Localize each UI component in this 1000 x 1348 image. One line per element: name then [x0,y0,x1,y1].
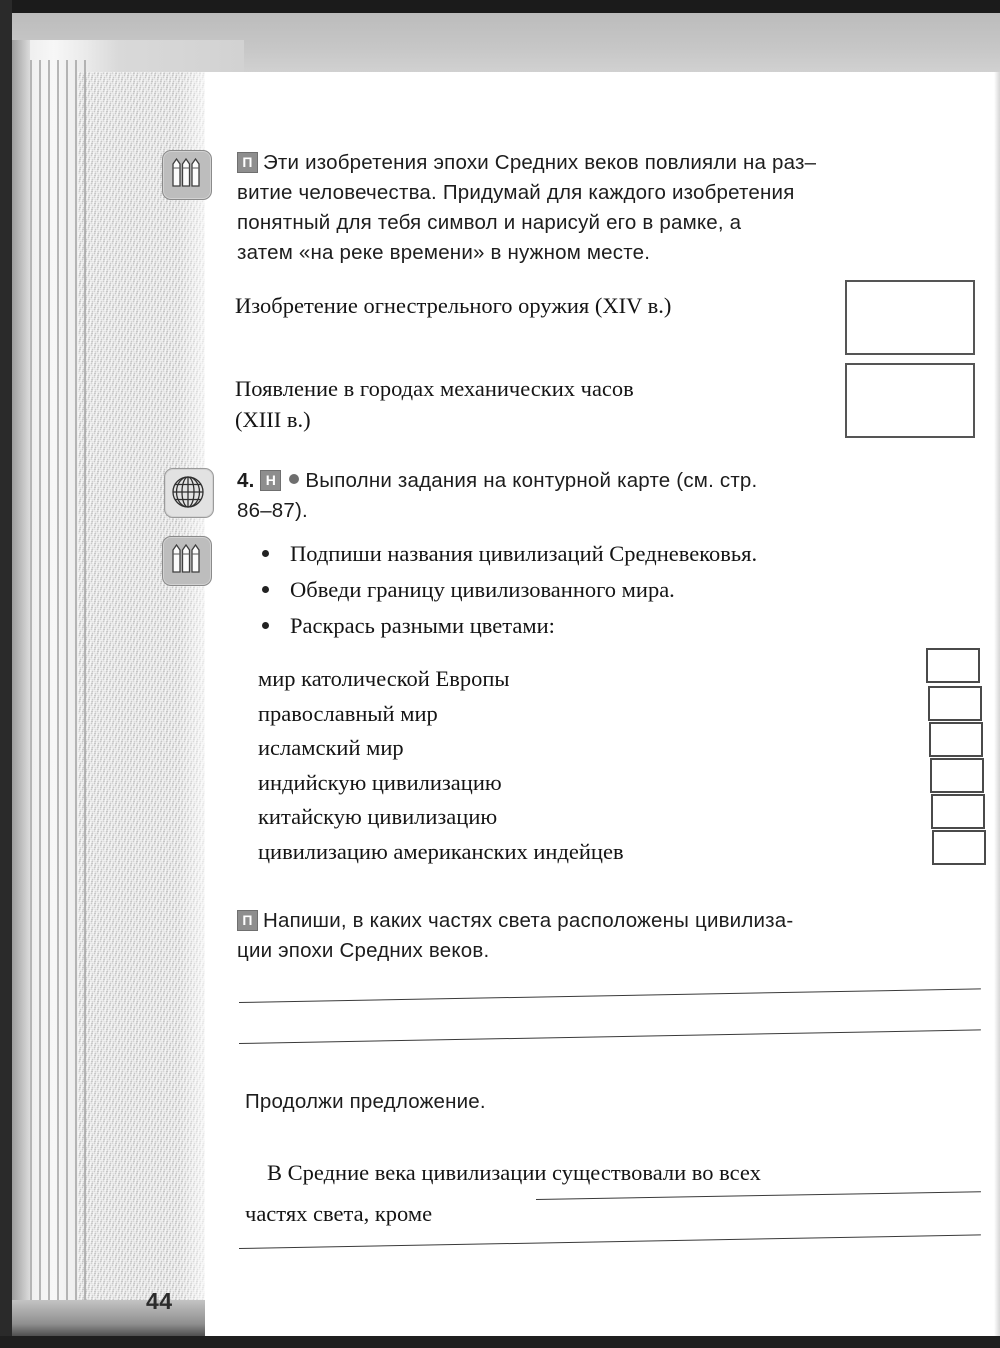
color-swatch-box-4[interactable] [930,758,984,793]
task3-line-4: затем «на реке времени» в нужном месте. [237,241,651,264]
three-pencils-icon-2 [162,536,212,586]
book-spine-shadow [12,40,30,1340]
task5-instruction [237,906,977,966]
invention-1-drawing-box[interactable] [845,280,975,355]
task6-prompt: Продолжи предложение. [245,1090,486,1113]
color-swatch-box-6[interactable] [932,830,986,865]
invention-item-1-label: Изобретение огнестрельного оружия (XIV в.) [235,293,672,318]
task5-line-2: ции эпохи Средних веков. [237,939,490,962]
civilization-item: цивилизацию американских индейцев [258,838,624,864]
list-item [290,538,950,569]
bullet-icon [262,622,269,629]
globe-icon [164,468,214,518]
task4-instruction-2: Обведи границу цивилизованного мира. [290,577,675,602]
badge-n: Н [260,470,281,491]
task6-sentence-line-1: В Средние века цивилизации существовали во всех [267,1160,761,1185]
page-number: 44 [146,1288,173,1314]
civilization-item: православный мир [258,700,438,726]
color-swatch-box-5[interactable] [931,794,985,829]
invention-item-2-label [235,373,835,435]
color-swatch-box-2[interactable] [928,686,982,721]
badge-p: П [237,152,258,173]
task4-line-1: Выполни задания на контурной карте (см. стр. [305,469,758,492]
list-item [290,574,950,605]
civilization-item: мир католической Европы [258,666,510,691]
task3-instruction [237,148,975,268]
task3-line-1: Эти изобретения эпохи Средних веков повлияли на раз– [263,151,817,174]
scanner-top-border [0,0,1000,13]
page-edges-lines [30,60,90,1312]
bullet-icon [262,550,269,557]
three-pencils-icon [162,150,212,200]
civilization-item: индийскую цивилизацию [258,769,502,795]
task3-line-2: витие человечества. Придумай для каждого изобретения [237,181,795,204]
civilization-item: исламский мир [258,735,404,760]
invention-2-drawing-box[interactable] [845,363,975,438]
color-swatch-box-3[interactable] [929,722,983,757]
civilizations-list [258,662,898,869]
task6-sentence-line-2: частях света, кроме [245,1201,433,1226]
task4-bullet-list [290,538,950,646]
task5-line-1: Напиши, в каких частях света расположены цивилиза- [263,909,794,932]
badge-p-2: П [237,910,258,931]
invention-item-2-line-2: (XIII в.) [235,407,311,432]
scanner-bottom-border [0,1336,1000,1348]
task4-instruction-1: Подпиши названия цивилизаций Средневековья. [290,541,758,566]
filled-dot-marker [289,474,299,484]
invention-item-2-line-1: Появление в городах механических часов [235,376,634,401]
task4-instruction [237,466,975,526]
scanner-left-border [0,0,12,1348]
color-swatch-box-1[interactable] [926,648,980,683]
task4-line-2: 86–87). [237,499,308,522]
task4-number: 4. [237,469,255,492]
task4-instruction-3: Раскрась разными цветами: [290,613,555,638]
sheet-right-edge [994,72,1000,1337]
civilization-item: китайскую цивилизацию [258,804,498,829]
list-item [290,610,950,641]
task3-line-3: понятный для тебя символ и нарисуй его в рамке, а [237,211,742,234]
bullet-icon [262,586,269,593]
